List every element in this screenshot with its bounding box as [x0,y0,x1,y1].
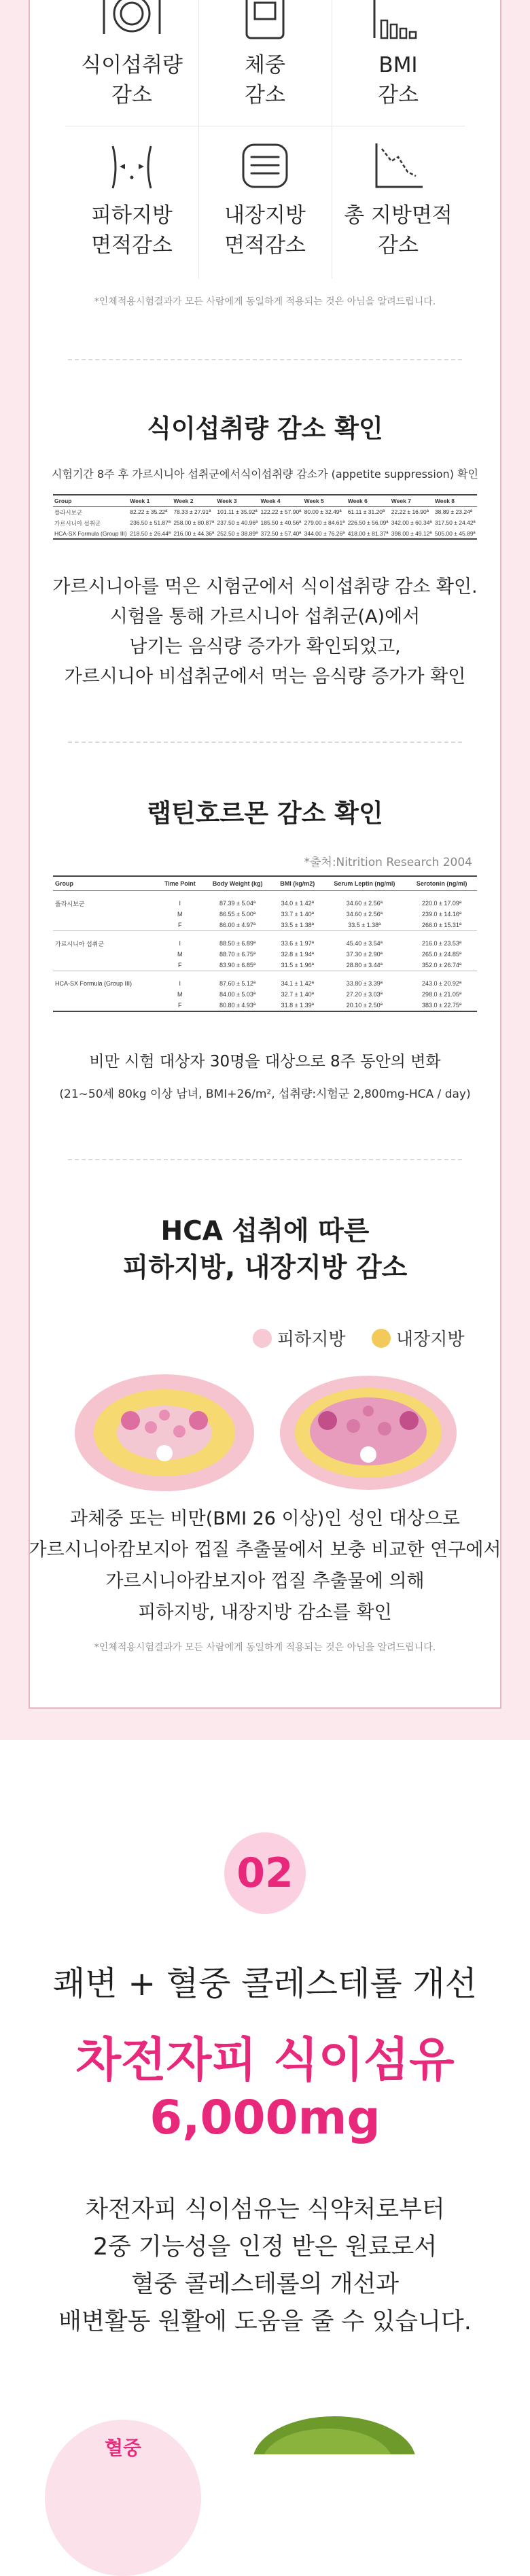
intake-section-subtitle: 시험기간 8주 후 가르시니아 섭취군에서식이섭취량 감소가 (appetite suppression) 확인 [52,468,478,481]
table-cell: 플라시보군 [54,509,83,516]
section-divider [68,1159,462,1160]
table-cell: 32.7 ± 1.40ª [281,991,314,998]
table-header-row [53,495,477,507]
table-cell: 82.22 ± 35.22ª [130,508,168,515]
section-divider [68,742,462,743]
table-cell: 78.33 ± 27.91ª [173,508,211,515]
table-cell: M [177,951,183,958]
table-row [53,1000,477,1011]
table-header-cell: Week 7 [390,495,434,507]
table-cell: F [157,960,202,971]
table-row [53,909,477,920]
ct-scan-before-illustration [69,1366,260,1495]
table-cell: I [179,980,181,987]
effect-label: 총 지방면적 감소 [344,203,453,258]
leptin-section-title: 랩틴호르몬 감소 확인 [147,799,383,828]
table-cell: 34.0 ± 1.42ª [281,900,314,907]
effect-label: 체중 감소 [245,53,285,107]
table-cell: 33.80 ± 3.39ª [346,980,383,987]
table-header-cell: Serotonin (ng/ml) [406,876,477,891]
table-cell: 34.60 ± 2.56ª [346,900,383,907]
table-cell: 20.10 ± 2.50ª [323,1000,407,1011]
table-cell: 37.30 ± 2.90ª [346,951,383,958]
table-cell: 33.6 ± 1.97ª [281,940,314,947]
table-spacer-row [53,971,477,979]
table-cell: I [179,900,181,907]
section-02-body: 차전자피 식이섬유는 식약처로부터 2중 기능성을 인정 받은 원료로서 혈중 콜레스테롤의 개선과 배변활동 원활에 도움을 줄 수 있습니다. [58,2196,472,2335]
table-group-cell [53,949,157,960]
table-cell: 342.00 ± 60.34ª [391,519,432,526]
table-header-cell: BMI (kg/m2) [272,876,322,891]
table-header-cell: Week 2 [172,495,215,507]
table-cell: 87.39 ± 5.04ª [219,900,256,907]
table-cell: 22.22 ± 16.90ª [391,508,429,515]
table-header-cell: Serum Leptin (ng/ml) [323,876,407,891]
table-cell: 258.00 ± 80.87ª [173,519,215,526]
table-cell: 352.0 ± 26.74ª [406,960,477,971]
table-cell: 34.60 ± 2.56ª [346,911,383,918]
table-group-cell [53,1000,157,1011]
table-cell: 216.00 ± 44.36ª [172,529,215,539]
table-cell: 101.11 ± 35.92ª [217,508,258,515]
effects-grid [65,0,465,279]
table-group-cell [53,960,157,971]
table-header-cell: Week 6 [347,495,390,507]
table-cell: 372.50 ± 57.40ª [260,529,303,539]
table-header-cell: Week 3 [215,495,259,507]
table-cell: 226.50 ± 56.09ª [347,519,389,526]
table-cell: 83.90 ± 6.85ª [202,960,272,971]
table-cell: 122.22 ± 57.90ª [260,508,302,515]
table-cell: 33.5 ± 1.38ª [272,920,322,931]
table-cell: 34.1 ± 1.42ª [281,980,314,987]
table-row [53,978,477,989]
effect-item-visceral [198,139,332,279]
effect-item-bmi [332,0,465,139]
table-cell: M [177,991,183,998]
ct-scan-after-illustration [273,1366,463,1495]
table-cell: 185.50 ± 40.56ª [260,519,302,526]
fat-section-title-line2: 피하지방, 내장지방 감소 [122,1253,408,1283]
table-cell: 33.7 ± 1.40ª [281,911,314,918]
table-header-row [53,876,477,891]
effect-item-total-fat [332,139,465,279]
leptin-table [53,875,477,1012]
table-row [53,938,477,949]
table-row [53,529,477,539]
table-cell: 266.0 ± 15.31ª [406,920,477,931]
table-header-cell: Week 8 [434,495,477,507]
table-cell: 80.00 ± 32.49ª [304,508,342,515]
source-note: *출처:Nitrition Research 2004 [304,856,472,869]
intake-section-title: 식이섭취량 감소 확인 [147,414,383,443]
section-02-dose: 6,000mg [149,2091,381,2145]
table-cell: 87.60 ± 5.12ª [219,980,256,987]
legend-label: 피하지방 [277,1329,346,1350]
psyllium-husk-image [246,2414,423,2454]
table-cell: 45.40 ± 3.54ª [346,940,383,947]
table-cell: 33.5 ± 1.38ª [323,920,407,931]
table-cell: 398.00 ± 49.12ª [390,529,434,539]
intake-table [53,494,477,540]
table-cell: 218.50 ± 26.44ª [128,529,172,539]
legend-label: 내장지방 [396,1329,465,1350]
table-row [53,507,477,519]
intestine-icon [238,141,292,191]
section-02-headline: 쾌변 + 혈중 콜레스테롤 개선 [52,1964,478,2003]
table-cell: 80.80 ± 4.93ª [202,1000,272,1011]
table-header-cell: Body Weight (kg) [202,876,272,891]
table-cell: 265.0 ± 24.85ª [421,951,462,958]
table-cell: 236.50 ± 51.87ª [130,519,171,526]
table-row [53,518,477,529]
fat-legend [253,1325,464,1351]
section-divider [68,359,462,360]
fat-section-body: 과체중 또는 비만(BMI 26 이상)인 성인 대상으로 가르시니아캄보지아 껍질 추출물에서 보충 비교한 연구에서 가르시니아캄보지아 껍질 추출물에 의해 피하지방, 내장지방 감소를 확인 [29,1508,501,1623]
table-cell: 243.0 ± 20.92ª [421,980,462,987]
section-number-badge: 02 [224,1832,306,1914]
table-group-cell [53,920,157,931]
subcutaneous-legend-swatch [253,1329,272,1348]
table-cell: 88.70 ± 6.75ª [219,951,256,958]
leptin-section-body: 비만 시험 대상자 30명을 대상으로 8주 동안의 변화 [89,1053,441,1071]
table-row [53,989,477,1000]
table-cell: 505.00 ± 45.89ª [434,529,477,539]
effect-label: 내장지방 면적감소 [224,203,306,258]
table-cell: F [157,1000,202,1011]
intake-section-body: 가르시니아를 먹은 시험군에서 식이섭취량 감소 확인. 시험을 통해 가르시니아 섭취군(A)에서 남기는 음식량 증가가 확인되었고, 가르시니아 비섭취군에서 먹는 음식량 증가가 확인 [52,576,478,687]
leptin-section-body-sub: (21~50세 80kg 이상 남녀, BMI+26/m², 섭취량:시험군 2,800mg-HCA / day) [59,1087,471,1101]
section-02-product: 차전자피 식이섬유 [75,2033,455,2087]
table-cell: 27.20 ± 3.03ª [346,991,383,998]
table-cell: 418.00 ± 81.37ª [347,529,390,539]
table-header-cell: Week 1 [128,495,172,507]
disclaimer-text: *인체적용시험결과가 모든 사람에게 동일하게 적용되는 것은 아님을 알려드립니다. [94,296,436,307]
table-row [53,960,477,971]
fat-section-title-line1: HCA 섭취에 따른 [160,1216,370,1247]
table-spacer-row [53,891,477,899]
table-cell: 88.50 ± 6.89ª [219,940,256,947]
plate-fork-knife-icon [94,0,169,41]
table-cell: 가르시니아 섭취군 [54,520,101,527]
table-cell: 32.8 ± 1.94ª [281,951,314,958]
table-cell: 84.00 ± 5.03ª [219,991,256,998]
table-cell: 31.8 ± 1.39ª [272,1000,322,1011]
table-cell: 28.80 ± 3.44ª [323,960,407,971]
table-row [53,920,477,931]
effect-item-intake [65,0,198,139]
table-cell: 31.5 ± 1.96ª [272,960,322,971]
waist-icon [105,143,159,191]
table-cell: 220.0 ± 17.09ª [421,900,462,907]
table-group-cell: HCA-SX Formula (Group III) [55,980,132,987]
table-group-cell: 가르시니아 섭취군 [55,940,105,947]
table-cell: I [179,940,181,947]
table-cell: 86.55 ± 5.00ª [219,911,256,918]
scale-icon [241,0,289,42]
effect-label: 식이섭취량 감소 [81,53,183,107]
table-group-cell [53,989,157,1000]
table-header-cell: Group [53,495,128,507]
table-cell: F [157,920,202,931]
table-cell: 383.0 ± 22.75ª [406,1000,477,1011]
table-group-cell: 플라시보군 [55,900,85,907]
table-cell: 216.0 ± 23.53ª [421,940,462,947]
table-header-cell: Group [53,876,157,891]
table-header-cell: Week 5 [303,495,347,507]
disclaimer-text: *인체적용시험결과가 모든 사람에게 동일하게 적용되는 것은 아님을 알려드립니다. [94,1642,436,1653]
table-cell: 38.89 ± 23.24ª [434,508,472,515]
bottom-badge-label: 혈중 [104,2437,142,2459]
effect-label: BMI 감소 [378,53,419,107]
table-cell: 317.50 ± 24.42ª [434,519,476,526]
table-header-cell: Week 4 [260,495,303,507]
table-cell: 86.00 ± 4.97ª [202,920,272,931]
table-cell: 298.0 ± 21.05ª [421,991,462,998]
table-cell: HCA-SX Formula (Group III) [53,529,128,539]
table-row [53,898,477,909]
bmi-chart-icon [368,0,429,43]
table-cell: 237.50 ± 40.96ª [217,519,258,526]
visceral-legend-swatch [372,1329,391,1348]
table-cell: M [177,911,183,918]
effect-label: 피하지방 면적감소 [91,203,173,258]
table-spacer-row [53,931,477,939]
table-cell: 239.0 ± 14.16ª [421,911,462,918]
table-row [53,949,477,960]
table-cell: 344.00 ± 76.26ª [303,529,347,539]
table-group-cell [53,909,157,920]
effect-item-subcutaneous [65,139,198,279]
bottom-badge [45,2420,201,2576]
decline-graph-icon [371,141,425,191]
table-cell: 252.50 ± 38.89ª [215,529,259,539]
table-header-cell: Time Point [157,876,202,891]
effect-item-weight [198,0,332,139]
table-cell: 279.00 ± 84.61ª [304,519,345,526]
table-cell: 61.11 ± 31.20ª [347,508,385,515]
